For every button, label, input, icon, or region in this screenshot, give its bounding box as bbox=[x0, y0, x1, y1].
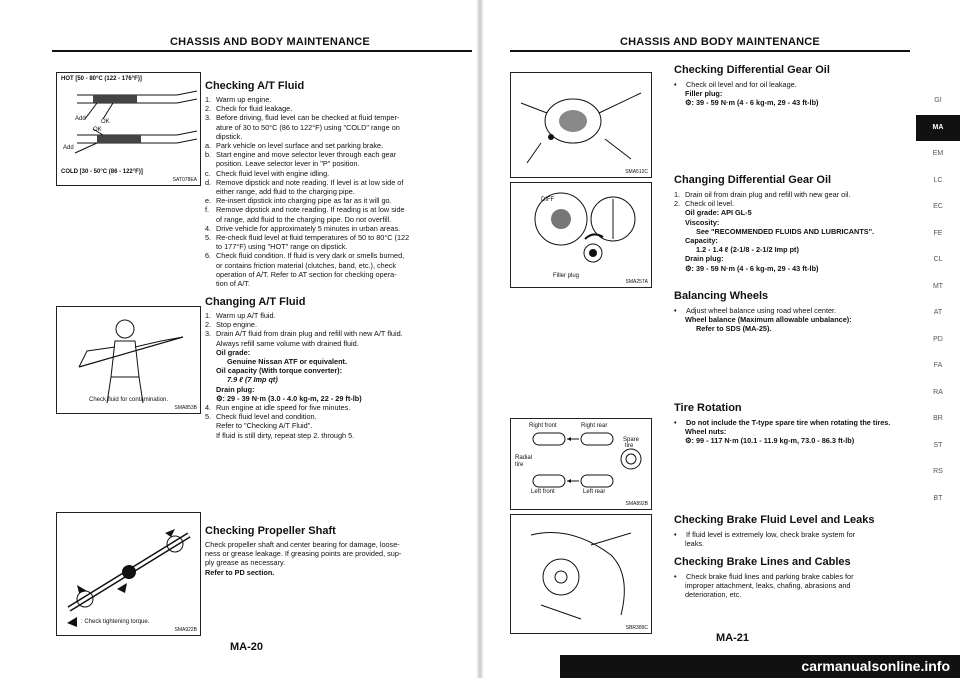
step-text: Drive vehicle for approximately 5 minutes in urban areas. bbox=[216, 223, 401, 233]
tab-ra[interactable]: RA bbox=[933, 388, 943, 396]
step-number: e. bbox=[205, 196, 212, 206]
step: Check fluid level and condition. bbox=[216, 412, 317, 422]
radial-tire-label: tire bbox=[515, 462, 524, 468]
spec-label: Oil capacity (With torque converter): bbox=[216, 366, 343, 376]
spec-value: 1.2 - 1.4 ℓ (2-1/8 - 2-1/2 Imp pt) bbox=[696, 245, 799, 255]
hot-range-label: HOT [50 - 80°C (122 - 176°F)] bbox=[61, 76, 142, 82]
step bbox=[205, 113, 467, 122]
step bbox=[205, 178, 467, 187]
step: Run engine at idle speed for five minutes. bbox=[216, 403, 351, 413]
step-text: Check for fluid leakage. bbox=[216, 104, 293, 114]
step bbox=[205, 132, 467, 141]
step-number: 5. bbox=[205, 233, 212, 243]
spec-value: Oil grade: API GL-5 bbox=[685, 208, 752, 218]
step bbox=[205, 224, 467, 233]
ok-label-lower: OK bbox=[93, 127, 102, 133]
step-text: of range, add fluid to the charging pipe. Do not overfill. bbox=[216, 214, 392, 224]
tire-rotation-illustration bbox=[511, 419, 651, 509]
step-text: to 177°F) using "HOT" range on dipstick. bbox=[216, 242, 348, 252]
contamination-caption: Check fluid for contamination. bbox=[89, 397, 169, 403]
changing-atf-list: 1. Warm up A/T fluid. 2. Stop engine. 3. Drain A/T fluid from drain plug and refill with new A/T fluid. Always refill same volume with drained fluid. Oil grade: Genuine Nissan ATF or equivalent. Oil capacity (With torque converter): 7.9 ℓ (7 Imp qt) Drain plug: ⚙: 29 - 39 N·m (3.0 - 4.0 kg-m, 22 - 29 ft-lb) 4. Run engine at idle speed for five minutes. 5. Check fluid level and condition. Refer to "Checking A/T Fluid". If fluid is still dirty, repeat step 2. through 5. bbox=[205, 311, 467, 440]
paragraph-line: ness or grease leakage. If greasing points are provided, sup- bbox=[205, 549, 402, 559]
propeller-title: Checking Propeller Shaft bbox=[205, 525, 336, 537]
step-text: Park vehicle on level surface and set parking brake. bbox=[216, 141, 384, 151]
spare-label: Spare bbox=[623, 437, 640, 443]
fig-code: SBR389C bbox=[625, 625, 648, 631]
diff-change-list: 1. Drain oil from drain plug and refill with new gear oil. 2. Check oil level. Oil grade: API GL-5 Viscosity: See "RECOMMENDED FLUIDS AND LUBRICANTS". Capacity: 1.2 - 1.4 ℓ (2-1/8 - 2-1/2 Imp pt) Drain plug: ⚙: 39 - 59 N·m (4 - 6 kg-m, 29 - 43 ft-lb) bbox=[674, 190, 904, 273]
step bbox=[205, 251, 467, 260]
checking-atf-title: Checking A/T Fluid bbox=[205, 80, 305, 92]
page-number: MA-21 bbox=[716, 632, 750, 644]
spec-label: Oil grade: bbox=[216, 347, 251, 357]
step bbox=[205, 261, 467, 270]
step bbox=[205, 159, 467, 168]
tire-rotation-figure bbox=[510, 418, 652, 510]
diff-change-title: Changing Differential Gear Oil bbox=[674, 174, 832, 186]
tab-lc[interactable]: LC bbox=[933, 176, 943, 184]
rotation-title: Tire Rotation bbox=[674, 402, 742, 414]
changing-atf-title: Changing A/T Fluid bbox=[205, 296, 306, 308]
tab-mt[interactable]: MT bbox=[932, 282, 944, 290]
brake-illustration bbox=[511, 515, 651, 633]
left-rear-label: Left rear bbox=[583, 489, 606, 495]
fig-code: SMA257A bbox=[625, 279, 648, 285]
step-number: a. bbox=[205, 141, 212, 151]
tab-fe[interactable]: FE bbox=[933, 229, 943, 237]
bullet-text: Do not include the T-type spare tire when rotating the tires. bbox=[686, 418, 891, 427]
step-text: Re-check fluid level at fluid temperatures of 50 to 80°C (122 bbox=[216, 233, 410, 243]
spec-value: Refer to SDS (MA-25). bbox=[696, 324, 772, 334]
step-text: Warm up engine. bbox=[216, 95, 272, 104]
right-header bbox=[510, 18, 910, 52]
propeller-text bbox=[205, 540, 467, 577]
step-text: or contains friction material (clutches, band, etc.), check bbox=[216, 260, 397, 270]
step-text: Remove dipstick and note reading. If reading is at low side bbox=[216, 205, 405, 215]
tab-at[interactable]: AT bbox=[933, 309, 943, 316]
bullet-text: If fluid level is extremely low, check brake system for bbox=[686, 530, 856, 539]
step-text: tion of A/T. bbox=[216, 279, 251, 289]
step bbox=[205, 150, 467, 159]
balancing-title: Balancing Wheels bbox=[674, 290, 769, 302]
brake-fluid-title: Checking Brake Fluid Level and Leaks bbox=[674, 514, 875, 526]
step-text: Re-insert dipstick into charging pipe as far as it will go. bbox=[216, 196, 392, 206]
step: If fluid is still dirty, repeat step 2. through 5. bbox=[216, 430, 355, 440]
checking-atf-list bbox=[205, 95, 467, 288]
step-number bbox=[205, 270, 216, 279]
spec-value: : 99 - 117 N·m (10.1 - 11.9 kg-m, 73.0 - 86.3 ft-lb) bbox=[691, 436, 855, 446]
bullet-text: leaks. bbox=[685, 539, 705, 549]
step-text: either range, add fluid to the charging pipe. bbox=[216, 187, 355, 197]
tab-ma[interactable]: MA bbox=[916, 115, 960, 142]
spec-label: Capacity: bbox=[685, 236, 718, 246]
step bbox=[205, 242, 467, 251]
step-text: position. Leave selector lever in "P" position. bbox=[216, 159, 360, 169]
filler-plug-illustration bbox=[511, 183, 651, 287]
brake-figure bbox=[510, 514, 652, 634]
fig-code: SMA892B bbox=[625, 501, 648, 507]
step-text: Start engine and move selector lever through each gear bbox=[216, 150, 397, 160]
step: Refer to "Checking A/T Fluid". bbox=[216, 421, 313, 431]
step-number: 1. bbox=[205, 95, 212, 104]
step bbox=[205, 187, 467, 196]
spare-tire-label: tire bbox=[625, 443, 634, 449]
step-number bbox=[205, 132, 216, 141]
step-number: c. bbox=[205, 168, 211, 178]
step-number bbox=[205, 261, 216, 270]
fig-code: SMA512C bbox=[625, 169, 648, 175]
add-label-lower: Add bbox=[63, 145, 74, 151]
step-number: f. bbox=[205, 205, 210, 215]
contamination-figure bbox=[56, 306, 201, 414]
step: Check oil level. bbox=[685, 199, 735, 209]
step: Drain oil from drain plug and refill with new gear oil. bbox=[685, 190, 851, 199]
wrench-icon: ⚙ bbox=[685, 436, 692, 446]
step-number bbox=[205, 123, 216, 132]
step bbox=[205, 215, 467, 224]
step-text: ature of 30 to 50°C (86 to 122°F) using "COLD" range on bbox=[216, 122, 400, 132]
right-rear-label: Right rear bbox=[581, 423, 608, 429]
brake-lines-list: • Check brake fluid lines and parking brake cables for improper attachment, leaks, chafing, abrasions and deterioration, etc. bbox=[674, 572, 904, 600]
add-label-upper: Add bbox=[75, 116, 86, 122]
step-number: d. bbox=[205, 177, 212, 187]
step-text: Check fluid condition. If fluid is very dark or smells burned, bbox=[216, 251, 405, 261]
step: Warm up A/T fluid. bbox=[216, 311, 276, 320]
step bbox=[205, 233, 467, 242]
fig-code: SMA853B bbox=[174, 405, 197, 411]
radial-label: Radial bbox=[515, 455, 533, 461]
step-number bbox=[205, 242, 216, 251]
step-number bbox=[205, 159, 216, 168]
paragraph-line: ply grease as necessary. bbox=[205, 558, 286, 568]
tab-gi[interactable]: GI bbox=[934, 97, 942, 104]
tab-st[interactable]: ST bbox=[933, 441, 943, 449]
propeller-illustration bbox=[57, 513, 200, 635]
diff-check-list: • Check oil level and for oil leakage. Filler plug: ⚙: 39 - 59 N·m (4 - 6 kg-m, 29 - 43 ft-lb) bbox=[674, 80, 904, 108]
wrench-icon: ⚙ bbox=[685, 98, 692, 108]
spec-value: See "RECOMMENDED FLUIDS AND LUBRICANTS". bbox=[696, 226, 875, 236]
right-header-title: CHASSIS AND BODY MAINTENANCE bbox=[620, 36, 820, 48]
bullet-text: Check oil level and for oil leakage. bbox=[686, 80, 797, 89]
bullet-text: improper attachment, leaks, chafing, abrasions and bbox=[685, 581, 851, 591]
step bbox=[205, 95, 467, 104]
filler-plug-label: Filler plug bbox=[553, 273, 580, 279]
propeller-figure bbox=[56, 512, 201, 636]
step: Drain A/T fluid from drain plug and refill with new A/T fluid. bbox=[216, 329, 403, 339]
step bbox=[205, 196, 467, 205]
spec-label: Viscosity: bbox=[685, 217, 720, 227]
step: Stop engine. bbox=[216, 320, 257, 330]
watermark: carmanualsonline.info bbox=[560, 655, 960, 678]
left-header bbox=[52, 18, 472, 52]
step bbox=[205, 279, 467, 288]
step-number bbox=[205, 279, 216, 288]
bullet-text: Check brake fluid lines and parking brake cables for bbox=[686, 572, 854, 581]
spec-label: Wheel balance (Maximum allowable unbalance): bbox=[685, 315, 852, 325]
tab-bt[interactable]: BT bbox=[933, 494, 943, 502]
spec-value: Genuine Nissan ATF or equivalent. bbox=[227, 357, 348, 367]
fig-code: SMA922B bbox=[174, 627, 197, 633]
step-number bbox=[205, 215, 216, 224]
wrench-icon: ⚙ bbox=[216, 393, 223, 403]
differential-illustration bbox=[511, 73, 651, 177]
spec-value: 7.9 ℓ (7 Imp qt) bbox=[227, 375, 278, 385]
spec-value: : 29 - 39 N·m (3.0 - 4.0 kg-m, 22 - 29 ft-lb) bbox=[222, 393, 362, 403]
tab-cl[interactable]: CL bbox=[933, 256, 943, 263]
dipstick-figure bbox=[56, 72, 201, 186]
step bbox=[205, 205, 467, 214]
tab-fa[interactable]: FA bbox=[933, 362, 943, 369]
tab-em[interactable]: EM bbox=[932, 150, 944, 157]
ok-label-upper: OK bbox=[101, 119, 110, 125]
wrench-icon: ⚙ bbox=[685, 263, 692, 273]
step bbox=[205, 169, 467, 178]
step-number bbox=[205, 187, 216, 196]
tab-ec[interactable]: EC bbox=[933, 203, 943, 210]
differential-figure bbox=[510, 72, 652, 178]
spec-label: Drain plug: bbox=[685, 254, 724, 264]
step bbox=[205, 141, 467, 150]
rotation-list: • Do not include the T-type spare tire when rotating the tires. Wheel nuts: ⚙: 99 - 117 N·m (10.1 - 11.9 kg-m, 73.0 - 86.3 ft-lb) bbox=[674, 418, 914, 446]
tab-rs[interactable]: RS bbox=[933, 468, 943, 475]
step-text: Check fluid level with engine idling. bbox=[216, 168, 330, 178]
filler-plug-figure bbox=[510, 182, 652, 288]
spec-label: Wheel nuts: bbox=[685, 427, 727, 437]
tab-br[interactable]: BR bbox=[933, 415, 943, 422]
diff-label: DIFF bbox=[541, 197, 555, 203]
page-number: MA-20 bbox=[230, 641, 264, 653]
step-text: Remove dipstick and note reading. If level is at low side of bbox=[216, 177, 404, 187]
tab-pd[interactable]: PD bbox=[933, 335, 943, 343]
bullet-text: deterioration, etc. bbox=[685, 590, 742, 600]
left-front-label: Left front bbox=[531, 489, 555, 495]
spec-label: Filler plug: bbox=[685, 89, 723, 99]
step-text: Before driving, fluid level can be checked at fluid temper- bbox=[216, 113, 400, 123]
paragraph-line: Refer to PD section. bbox=[205, 567, 275, 577]
right-page bbox=[480, 0, 960, 678]
diff-check-title: Checking Differential Gear Oil bbox=[674, 64, 830, 76]
torque-caption: : Check tightening torque. bbox=[81, 619, 150, 625]
step-number: b. bbox=[205, 150, 212, 160]
spec-value: : 39 - 59 N·m (4 - 6 kg-m, 29 - 43 ft-lb) bbox=[691, 263, 819, 273]
step bbox=[205, 104, 467, 113]
cold-range-label: COLD [30 - 50°C (86 - 122°F)] bbox=[61, 169, 143, 175]
step bbox=[205, 270, 467, 279]
step-number: 6. bbox=[205, 251, 212, 261]
step bbox=[205, 123, 467, 132]
paragraph-line: Check propeller shaft and center bearing for damage, loose- bbox=[205, 540, 400, 549]
step: Always refill same volume with drained fluid. bbox=[216, 338, 359, 348]
left-header-title: CHASSIS AND BODY MAINTENANCE bbox=[170, 36, 370, 48]
section-tabs bbox=[916, 88, 960, 512]
spec-label: Drain plug: bbox=[216, 384, 255, 394]
fig-code: SAT078EA bbox=[172, 177, 197, 183]
step-text: dipstick. bbox=[216, 131, 243, 141]
right-front-label: Right front bbox=[529, 423, 557, 429]
balancing-list: • Adjust wheel balance using road wheel center. Wheel balance (Maximum allowable unbalance): Refer to SDS (MA-25). bbox=[674, 306, 904, 334]
step-number: 4. bbox=[205, 223, 212, 233]
step-text: operation of A/T. Refer to AT section for checking opera- bbox=[216, 269, 397, 279]
brake-lines-title: Checking Brake Lines and Cables bbox=[674, 556, 851, 568]
step-number: 3. bbox=[205, 113, 212, 123]
step-number: 2. bbox=[205, 104, 212, 114]
brake-fluid-list: • If fluid level is extremely low, check brake system for leaks. bbox=[674, 530, 904, 548]
spec-value: : 39 - 59 N·m (4 - 6 kg-m, 29 - 43 ft-lb) bbox=[691, 98, 819, 108]
bullet-text: Adjust wheel balance using road wheel center. bbox=[686, 306, 837, 315]
